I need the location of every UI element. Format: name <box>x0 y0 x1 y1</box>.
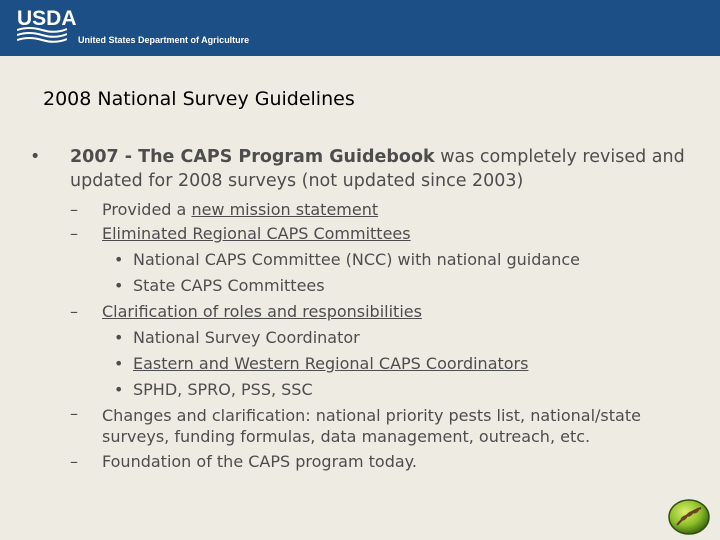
role-item <box>30 351 700 377</box>
dash-marker: – <box>70 404 78 423</box>
usda-header-bar <box>0 0 720 56</box>
dash-marker: – <box>70 302 78 321</box>
sub-item-roles <box>30 299 700 325</box>
sub-item-foundation <box>30 451 700 473</box>
bullet-marker: • <box>114 354 124 373</box>
roles-link[interactable]: Clarification of roles and responsibilities <box>102 302 422 321</box>
committee-item <box>30 247 700 273</box>
dash-marker: – <box>70 452 78 471</box>
sub-item-committees <box>30 221 700 247</box>
usda-logo-text: USDA <box>17 7 77 30</box>
dash-marker: – <box>70 224 78 243</box>
changes-text: Changes and clarification: national priority pests list, national/state surveys, funding formulas, data management, outreach, etc. <box>102 406 641 446</box>
foundation-text: Foundation of the CAPS program today. <box>102 452 417 471</box>
role-text: National Survey Coordinator <box>133 328 360 347</box>
usda-logo-icon <box>17 26 67 44</box>
role-item <box>30 377 700 403</box>
agency-name: United States Department of Agriculture <box>78 35 250 45</box>
committee-text: National CAPS Committee (NCC) with national guidance <box>133 250 580 269</box>
slide-title: 2008 National Survey Guidelines <box>43 88 355 110</box>
main-bullet-text: was completely revised and updated for 2008 surveys (not updated since 2003) <box>70 147 685 191</box>
bullet-marker: • <box>114 380 124 399</box>
slide-content <box>30 145 700 473</box>
bullet-marker: • <box>114 276 124 295</box>
regional-coordinators-link[interactable]: Eastern and Western Regional CAPS Coordinators <box>133 354 529 373</box>
committee-item <box>30 273 700 299</box>
committee-text: State CAPS Committees <box>133 276 325 295</box>
bullet-marker: • <box>114 250 124 269</box>
sub-item-changes <box>30 403 700 451</box>
bullet-marker: • <box>30 147 41 167</box>
role-item <box>30 325 700 351</box>
plant-pest-badge-icon <box>668 498 710 536</box>
regional-committees-link[interactable]: Eliminated Regional CAPS Committees <box>102 224 411 243</box>
sub-item-prefix: Provided a <box>102 200 192 219</box>
main-bullet-item <box>30 145 700 193</box>
dash-marker: – <box>70 200 78 219</box>
sub-item-mission <box>30 199 700 221</box>
bullet-marker: • <box>114 328 124 347</box>
guidebook-title: 2007 - The CAPS Program Guidebook <box>70 147 435 167</box>
mission-statement-link[interactable]: new mission statement <box>191 200 379 219</box>
role-text: SPHD, SPRO, PSS, SSC <box>133 380 313 399</box>
